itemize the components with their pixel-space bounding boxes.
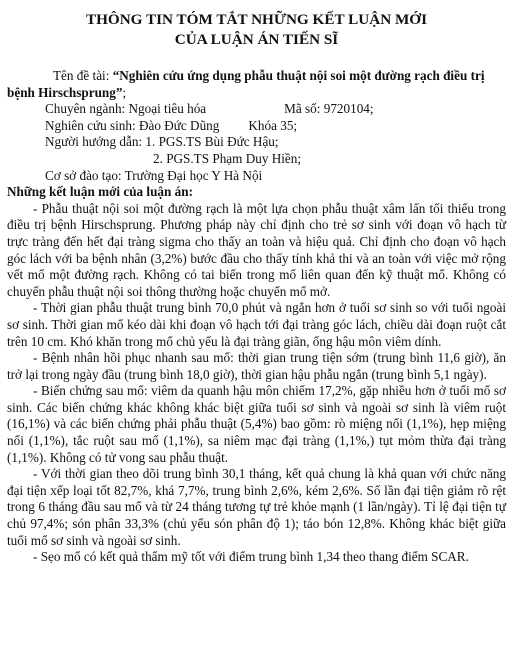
conclusion-paragraph: - Thời gian phẫu thuật trung bình 70,0 phút và ngắn hơn ở tuổi sơ sinh so với tuổi ngoài sơ sinh. Thời gian mổ kéo dài khi đoạn vô hạch tới đại tràng góc lách, chiều dài đoạn ruột cắt trên 10 cm. Khó khăn trong mổ chủ yếu là đại tràng giãn, ống hậu môn viêm dính. (7, 300, 506, 349)
researcher-row (7, 118, 506, 135)
advisor-row-1: Người hướng dẫn: 1. PGS.TS Bùi Đức Hậu; (45, 134, 279, 150)
section-heading: Những kết luận mới của luận án: (7, 184, 193, 200)
topic-line (7, 68, 506, 101)
specialty: Chuyên ngành: Ngoại tiêu hóa (45, 101, 207, 117)
code: Mã số: 9720104; (284, 101, 374, 117)
specialty-row (7, 101, 506, 118)
institution-row: Cơ sở đào tạo: Trường Đại học Y Hà Nội (45, 167, 263, 183)
researcher: Nghiên cứu sinh: Đào Đức Dũng (45, 117, 220, 133)
conclusion-paragraph: - Sẹo mổ có kết quả thẩm mỹ tốt với điểm trung bình 1,34 theo thang điểm SCAR. (33, 549, 469, 565)
topic-title: “Nghiên cứu ứng dụng phẫu thuật nội soi một đường rạch điều trị bệnh Hirschsprung” (7, 68, 485, 100)
title-line-1: THÔNG TIN TÓM TẮT NHỮNG KẾT LUẬN MỚI (85, 11, 428, 28)
conclusion-paragraph: - Phẫu thuật nội soi một đường rạch là một lựa chọn phẫu thuật xâm lấn tối thiểu trong điều trị bệnh Hirschsprung. Phương pháp này chỉ định cho trẻ sơ sinh với đoạn vô hạch từ trực tràng đến hết đại tràng sigma cho thấy an toàn và hiệu quả. Chỉ định cho đoạn vô hạch góc lách với ba bệnh nhân (3,2%) bước đầu cho thấy tính khả thi và an toàn với việc mở rộng vết mổ một đường rạch. Không có tai biến trong mổ liên quan đến kỹ thuật mổ. Không có chuyển phẫu thuật nội soi thông thường hoặc chuyển mổ mở. (7, 200, 506, 299)
document-title (7, 10, 506, 50)
conclusions (7, 201, 506, 566)
conclusion-paragraph: - Với thời gian theo dõi trung bình 30,1 tháng, kết quả chung là khả quan với chức năng đại tiện xếp loại tốt 82,7%, khá 7,7%, trung bình 2,6%, kém 2,6%. Số lần đại tiện giảm rõ rệt trong 6 tháng đầu sau mổ và từ 24 tháng tương tự trẻ khỏe mạnh (1 lần/ngày). Tỉ lệ đại tiện tự chủ 97,4%; són phân 33,3% (chủ yếu són phân độ 1); táo bón 12,8%. Không khác biệt giữa tuổi mổ sơ sinh và ngoài sơ sinh. (7, 466, 506, 548)
topic-end: ; (122, 84, 127, 100)
topic-label: Tên đề tài: (53, 68, 113, 83)
thesis-info (7, 68, 506, 201)
conclusion-paragraph: - Biến chứng sau mổ: viêm da quanh hậu môn chiếm 17,2%, gặp nhiều hơn ở tuổi mổ sơ sinh. Các biến chứng khác không khác biệt giữa tuổi sơ sinh và ngoài sơ sinh là viêm ruột (16,1%) và các biến chứng phải phẫu thuật (5,4%) bao gồm: rò miệng nối (1,1%), hẹp miệng nối (1,1%), tắc ruột sau mổ (1,1%), sa niêm mạc đại tràng (1,1%,) tụt mỏm thừa đại tràng (1,1%). Không có tử vong sau phẫu thuật. (7, 383, 506, 465)
conclusion-paragraph: - Bệnh nhân hồi phục nhanh sau mổ: thời gian trung tiện sớm (trung bình 11,6 giờ), ăn trở lại trong ngày đầu (trung bình 18,0 giờ), thời gian hậu phẫu ngắn (trung bình 5,1 ngày). (7, 350, 506, 382)
cohort: Khóa 35; (248, 117, 298, 133)
title-line-2: CỦA LUẬN ÁN TIẾN SĨ (174, 31, 339, 48)
advisor-row-2: 2. PGS.TS Phạm Duy Hiền; (153, 150, 302, 166)
